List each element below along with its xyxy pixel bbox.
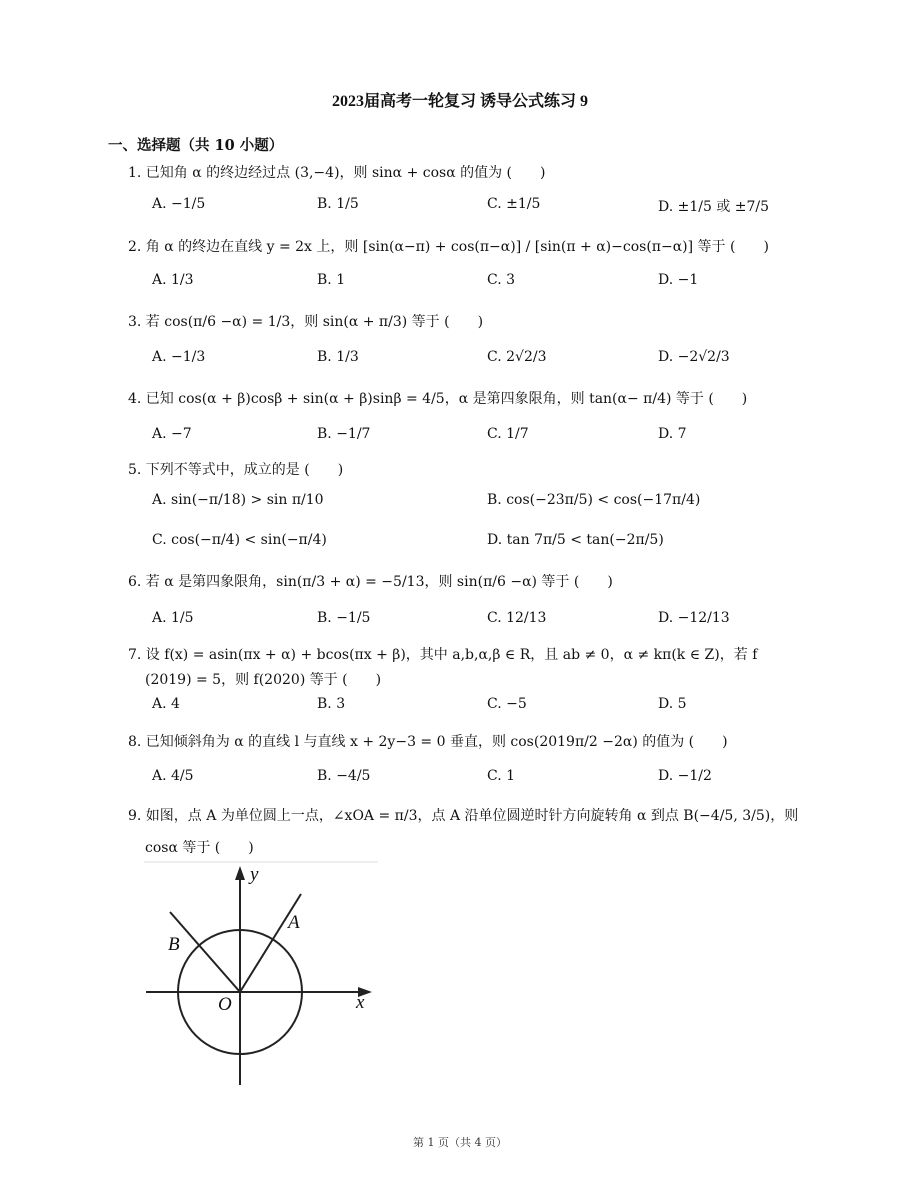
option-d: D. ±1/5 或 ±7/5 (658, 199, 770, 215)
option-a: A. 1/3 (152, 272, 194, 288)
unit-circle-figure (144, 860, 378, 1090)
question-6-options (152, 610, 832, 634)
y-axis-label: y (250, 864, 259, 885)
section-heading: 一、选择题（共 10 小题） (108, 137, 284, 154)
option-c: C. 1/7 (487, 426, 529, 442)
question-2-options (152, 272, 832, 296)
question-7-options (152, 696, 832, 720)
question-7-stem-cont: (2019) = 5，则 f(2020) 等于 ( ) (145, 672, 382, 688)
ray-ob (170, 912, 240, 992)
option-c: C. 12/13 (487, 610, 547, 626)
option-d: D. 5 (658, 696, 687, 712)
question-5-options-row2 (152, 532, 832, 556)
option-a: A. −1/5 (152, 196, 206, 212)
option-d: D. −12/13 (658, 610, 730, 626)
question-5-stem: 5. 下列不等式中，成立的是 ( ) (128, 462, 344, 478)
page-title: 2023届高考一轮复习 诱导公式练习 9 (331, 93, 588, 110)
option-b: B. cos(−23π/5) < cos(−17π/4) (487, 492, 701, 508)
option-d: D. tan 7π/5 < tan(−2π/5) (487, 532, 664, 548)
option-b: B. 1/3 (317, 349, 359, 365)
option-b: B. 1 (317, 272, 346, 288)
y-axis-arrow (235, 866, 245, 880)
question-4-stem: 4. 已知 cos(α + β)cosβ + sin(α + β)sinβ = 4/5，α 是第四象限角，则 tan(α− π/4) 等于 ( ) (128, 391, 748, 407)
question-6-stem: 6. 若 α 是第四象限角，sin(π/3 + α) = −5/13，则 sin(π/6 −α) 等于 ( ) (128, 574, 613, 590)
option-c: C. 1 (487, 768, 516, 784)
question-3-stem: 3. 若 cos(π/6 −α) = 1/3，则 sin(α + π/3) 等于 ( ) (128, 314, 484, 330)
option-d: D. 7 (658, 426, 687, 442)
question-2-stem: 2. 角 α 的终边在直线 y = 2x 上，则 [sin(α−π) + cos(π−α)] / [sin(π + α)−cos(π−α)] 等于 ( ) (128, 239, 769, 255)
x-axis-label: x (356, 992, 365, 1013)
option-a: A. 1/5 (152, 610, 194, 626)
option-c: C. cos(−π/4) < sin(−π/4) (152, 532, 327, 548)
question-7-stem: 7. 设 f(x) = asin(πx + α) + bcos(πx + β)，其中 a,b,α,β ∈ R，且 ab ≠ 0，α ≠ kπ(k ∈ Z)，若 f (128, 647, 758, 663)
page-footer: 第 1 页（共 4 页） (413, 1136, 507, 1149)
ray-oa (240, 894, 301, 992)
option-c: C. ±1/5 (487, 196, 541, 212)
option-c: C. 3 (487, 272, 516, 288)
question-3-options (152, 349, 832, 373)
option-b: B. 1/5 (317, 196, 359, 212)
question-9-stem-cont: cosα 等于 ( ) (145, 840, 254, 856)
option-d: D. −1/2 (658, 768, 712, 784)
option-a: A. 4/5 (152, 768, 194, 784)
option-d: D. −1 (658, 272, 699, 288)
option-a: A. 4 (152, 696, 180, 712)
question-1-options (152, 196, 832, 220)
question-8-stem: 8. 已知倾斜角为 α 的直线 l 与直线 x + 2y−3 = 0 垂直，则 cos(2019π/2 −2α) 的值为 ( ) (128, 734, 728, 750)
point-b-label: B (168, 934, 180, 955)
question-9-stem: 9. 如图，点 A 为单位圆上一点，∠xOA = π/3，点 A 沿单位圆逆时针方向旋转角 α 到点 B(−4/5, 3/5)，则 (128, 808, 799, 824)
question-8-options (152, 768, 832, 792)
point-a-label: A (288, 912, 300, 933)
option-c: C. 2√2/3 (487, 349, 547, 365)
question-1-stem: 1. 已知角 α 的终边经过点 (3,−4)，则 sinα + cosα 的值为 ( ) (128, 165, 546, 181)
option-a: A. −1/3 (152, 349, 206, 365)
option-a: A. −7 (152, 426, 192, 442)
option-b: B. 3 (317, 696, 346, 712)
question-5-options-row1 (152, 492, 832, 516)
question-4-options (152, 426, 832, 450)
option-b: B. −4/5 (317, 768, 371, 784)
unit-circle-diagram (144, 860, 378, 1090)
option-c: C. −5 (487, 696, 527, 712)
option-b: B. −1/7 (317, 426, 371, 442)
option-b: B. −1/5 (317, 610, 371, 626)
option-a: A. sin(−π/18) > sin π/10 (152, 492, 324, 508)
origin-label: O (218, 994, 232, 1015)
option-d: D. −2√2/3 (658, 349, 730, 365)
